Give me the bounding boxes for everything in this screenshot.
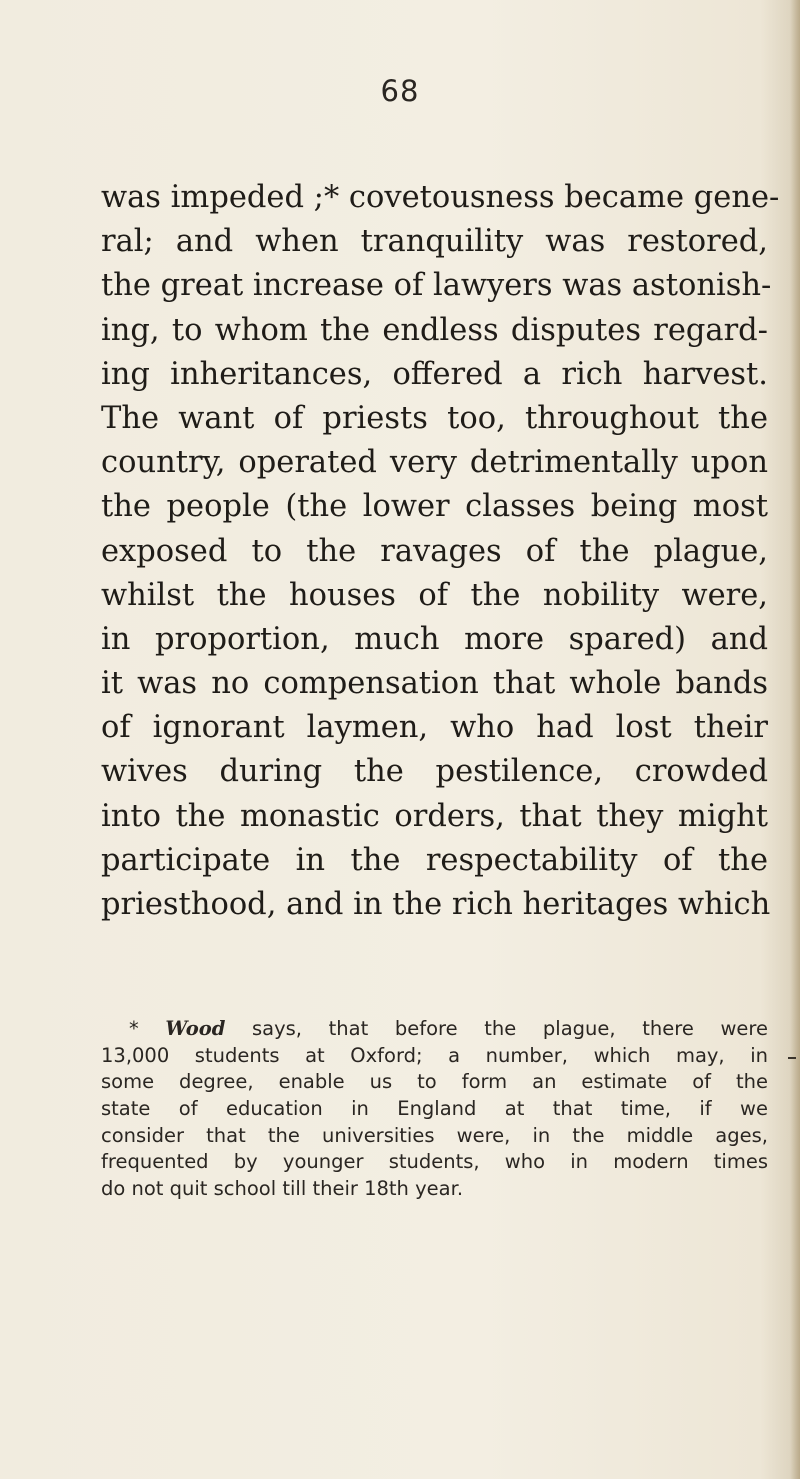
footnote-line: state of education in England at that time, if we bbox=[101, 1097, 768, 1121]
text-line: ing inheritances, offered a rich harvest. bbox=[101, 356, 768, 392]
text-line: the people (the lower classes being most bbox=[101, 489, 768, 525]
page-number: 68 bbox=[380, 74, 420, 108]
text-line: of ignorant laymen, who had lost their bbox=[101, 710, 768, 746]
text-line: participate in the respectability of the bbox=[101, 842, 768, 878]
footnote-line: some degree, enable us to form an estimate of the bbox=[101, 1070, 768, 1094]
text-line: the great increase of lawyers was astonish- bbox=[101, 268, 772, 304]
footnote bbox=[101, 1016, 768, 1203]
text-line: wives during the pestilence, crowded bbox=[101, 754, 768, 790]
text-line: exposed to the ravages of the plague, bbox=[101, 533, 768, 569]
footnote-line: consider that the universities were, in the middle ages, bbox=[101, 1123, 768, 1147]
footnote-line: frequented by younger students, who in modern times bbox=[101, 1150, 768, 1174]
margin-mark bbox=[788, 1057, 796, 1059]
text-line: in proportion, much more spared) and bbox=[101, 621, 768, 657]
footnote-line: 13,000 students at Oxford; a number, which may, in bbox=[101, 1043, 768, 1067]
footnote-line: do not quit school till their 18th year. bbox=[101, 1177, 464, 1201]
text-line: The want of priests too, throughout the bbox=[101, 400, 768, 436]
footnote-first-line-text: says, that before the plague, there were bbox=[252, 1017, 768, 1040]
main-text bbox=[101, 176, 780, 927]
text-line: priesthood, and in the rich heritages which bbox=[101, 887, 771, 922]
text-line: into the monastic orders, that they might bbox=[101, 798, 768, 834]
footnote-first-line bbox=[101, 1016, 768, 1043]
footnote-marker: * bbox=[129, 1017, 139, 1040]
text-line: country, operated very detrimentally upon bbox=[101, 445, 768, 481]
page-edge-shadow bbox=[790, 0, 800, 1479]
text-line: ing, to whom the endless disputes regard- bbox=[101, 312, 768, 348]
text-line: ral; and when tranquility was restored, bbox=[101, 224, 768, 260]
footnote-author: Wood bbox=[165, 1017, 226, 1040]
text-line: it was no compensation that whole bands bbox=[101, 666, 768, 702]
text-line: whilst the houses of the nobility were, bbox=[101, 577, 768, 613]
text-line: was impeded ;* covetousness became gene- bbox=[101, 180, 780, 215]
